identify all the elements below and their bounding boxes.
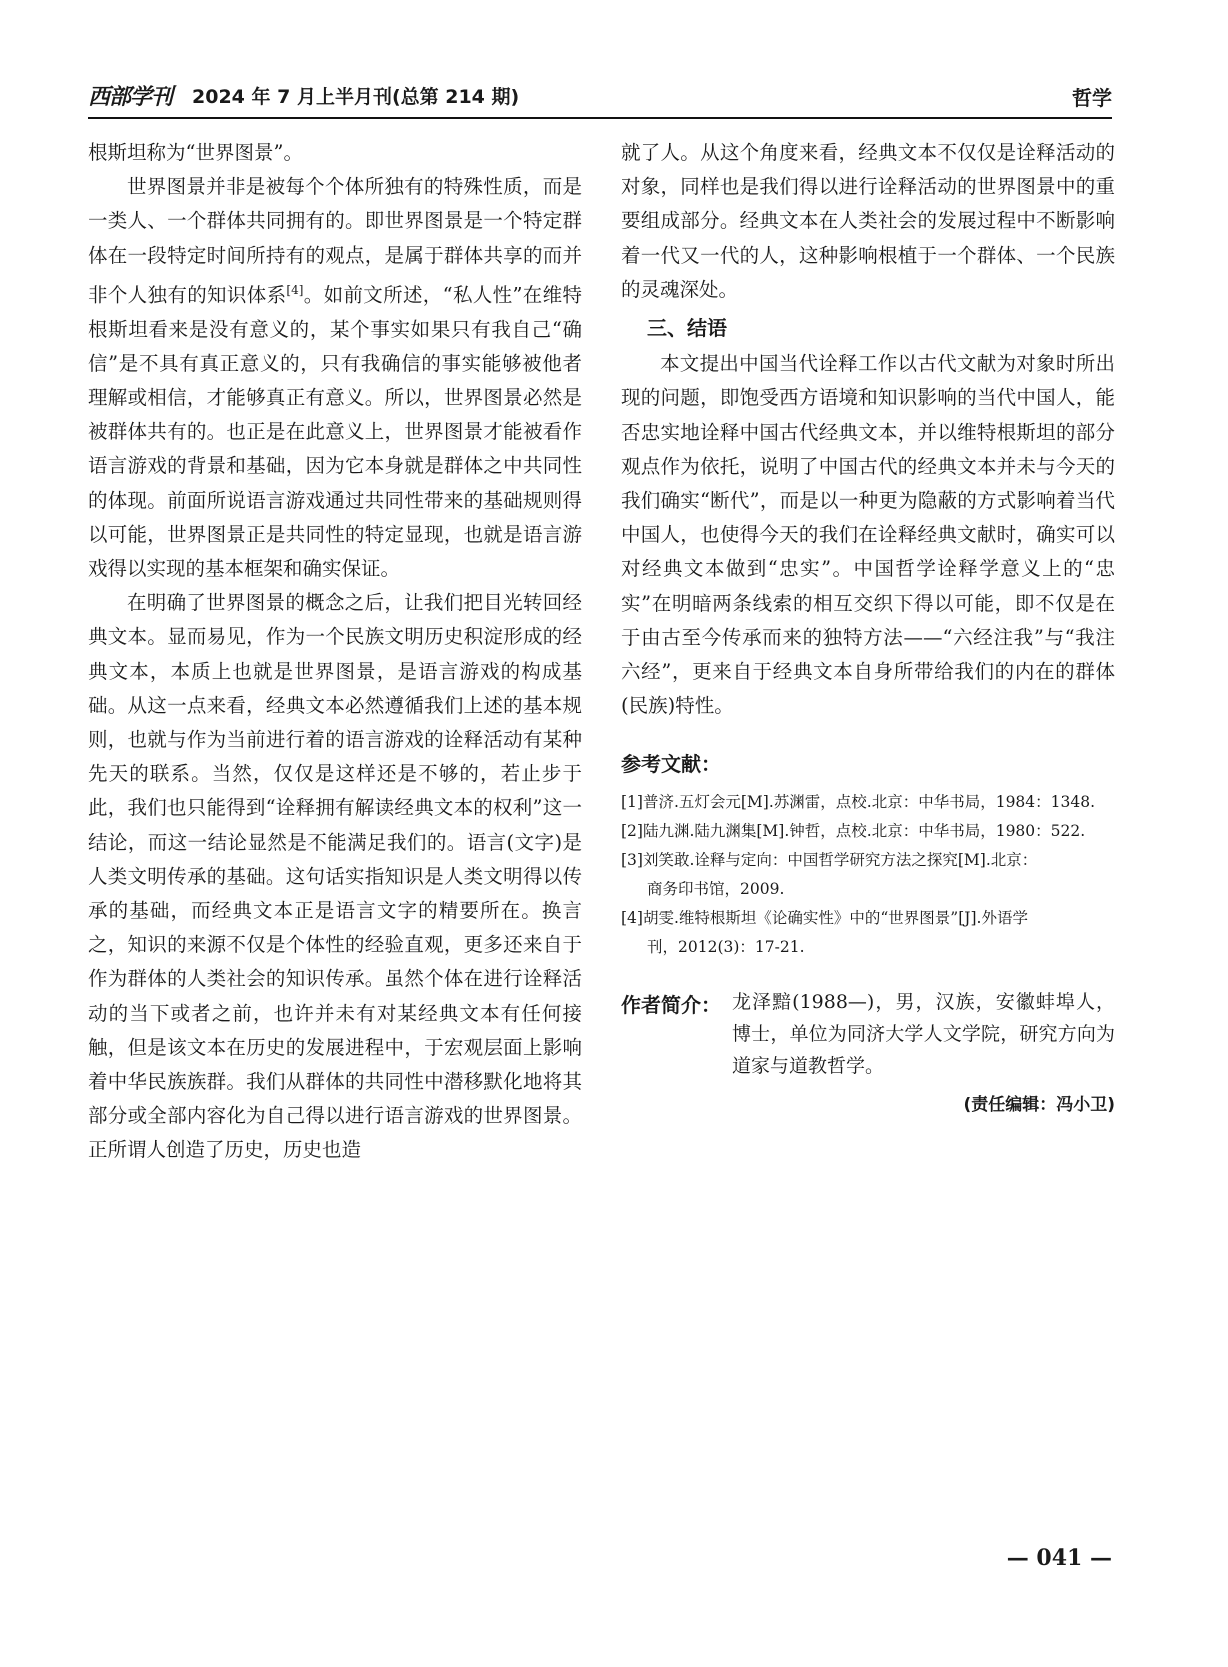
reference-continuation: 刊，2012(3)：17-21. (647, 937, 805, 956)
author-bio (621, 986, 1115, 1082)
reference-text: [2]陆九渊.陆九渊集[M].钟哲，点校.北京：中华书局，1980：522. (621, 821, 1086, 840)
paragraph: 在明确了世界图景的概念之后，让我们把目光转回经典文本。显而易见，作为一个民族文明历史积淀形成的经典文本，本质上也就是世界图景，是语言游戏的构成基础。从这一点来看，经典文本必然遵循我们上述的基本规则，也就与作为当前进行着的语言游戏的诠释活动有某种先天的联系。当然，仅仅是这样还是不够的，若止步于此，我们也只能得到“诠释拥有解读经典文本的权利”这一结论，而这一结论显然是不能满足我们的。语言(文字)是人类文明传承的基础。这句话实指知识是人类文明得以传承的基础，而经典文本正是语言文字的精要所在。换言之，知识的来源不仅是个体性的经验直观，更多还来自于作为群体的人类社会的知识传承。虽然个体在进行诠释活动的当下或者之前，也许并未有对某经典文本有任何接触，但是该文本在历史的发展进程中，于宏观层面上影响着中华民族族群。我们从群体的共同性中潜移默化地将其部分或全部内容化为自己得以进行语言游戏的世界图景。正所谓人创造了历史，历史也造 (88, 591, 582, 1162)
right-column (621, 136, 1115, 1122)
page-number: — 041 — (1006, 1545, 1112, 1571)
reference-continuation: 商务印书馆，2009. (647, 879, 785, 898)
paragraph-text: 。如前文所述，“私人性”在维特根斯坦看来是没有意义的，某个事实如果只有我自己“确信”是不具有真正意义的，只有我确信的事实能够被他者理解或相信，才能够真正有意义。所以，世界图景必然是被群体共有的。也正是在此意义上，世界图景才能被看作语言游戏的背景和基础，因为它本身就是群体之中共同性的体现。前面所说语言游戏通过共同性带来的基础规则得以可能，世界图景正是共同性的特定显现，也就是语言游戏得以实现的基本框架和确实保证。 (88, 283, 582, 580)
references-list (621, 788, 1115, 962)
author-text: 龙泽黯(1988—)，男，汉族，安徽蚌埠人，博士，单位为同济大学人文学院，研究方向为道家与道教哲学。 (732, 990, 1115, 1077)
paragraph-text: 世界图景并非是被每个个体所独有的特殊性质，而是一类人、一个群体共同拥有的。即世界图景是一个特定群体在一段特定时间所持有的观点，是属于群体共享的而并非个人独有的知识体系 (88, 175, 582, 307)
section-heading: 三、结语 (647, 316, 727, 341)
paragraph: 就了人。从这个角度来看，经典文本不仅仅是诠释活动的对象，同样也是我们得以进行诠释活动的世界图景中的重要组成部分。经典文本在人类社会的发展过程中不断影响着一代又一代的人，这种影响根植于一个群体、一个民族的灵魂深处。 (621, 141, 1115, 301)
header-rule (88, 117, 1112, 119)
responsible-editor: (责任编辑：冯小卫) (963, 1094, 1115, 1115)
reference-text: [3]刘笑敢.诠释与定向：中国哲学研究方法之探究[M].北京： (621, 850, 1038, 869)
reference-item (621, 904, 1115, 962)
journal-logo: 西部学刊 (88, 84, 173, 110)
author-label: 作者简介： (621, 992, 721, 1017)
section-name: 哲学 (1072, 86, 1112, 110)
paragraph (88, 170, 582, 586)
reference-text: [1]普济.五灯会元[M].苏渊雷，点校.北京：中华书局，1984：1348. (621, 792, 1096, 811)
page-header (88, 80, 1112, 114)
reference-text: [4]胡雯.维特根斯坦《论确实性》中的“世界图景”[J].外语学 (621, 908, 1028, 927)
left-column (88, 136, 582, 1168)
reference-item (621, 846, 1115, 904)
journal-issue: 2024 年 7 月上半月刊(总第 214 期) (192, 86, 520, 108)
references-title: 参考文献： (621, 752, 721, 777)
citation: [4] (286, 282, 304, 297)
reference-item (621, 817, 1115, 846)
paragraph: 根斯坦称为“世界图景”。 (88, 141, 303, 164)
reference-item (621, 788, 1115, 817)
paragraph: 本文提出中国当代诠释工作以古代文献为对象时所出现的问题，即饱受西方语境和知识影响的当代中国人，能否忠实地诠释中国古代经典文本，并以维特根斯坦的部分观点作为依托，说明了中国古代的经典文本并未与今天的我们确实“断代”，而是以一种更为隐蔽的方式影响着当代中国人，也使得今天的我们在诠释经典文献时，确实可以对经典文本做到“忠实”。中国哲学诠释学意义上的“忠实”在明暗两条线索的相互交织下得以可能，即不仅是在于由古至今传承而来的独特方法——“六经注我”与“我注六经”，更来自于经典文本自身所带给我们的内在的群体(民族)特性。 (621, 352, 1115, 718)
